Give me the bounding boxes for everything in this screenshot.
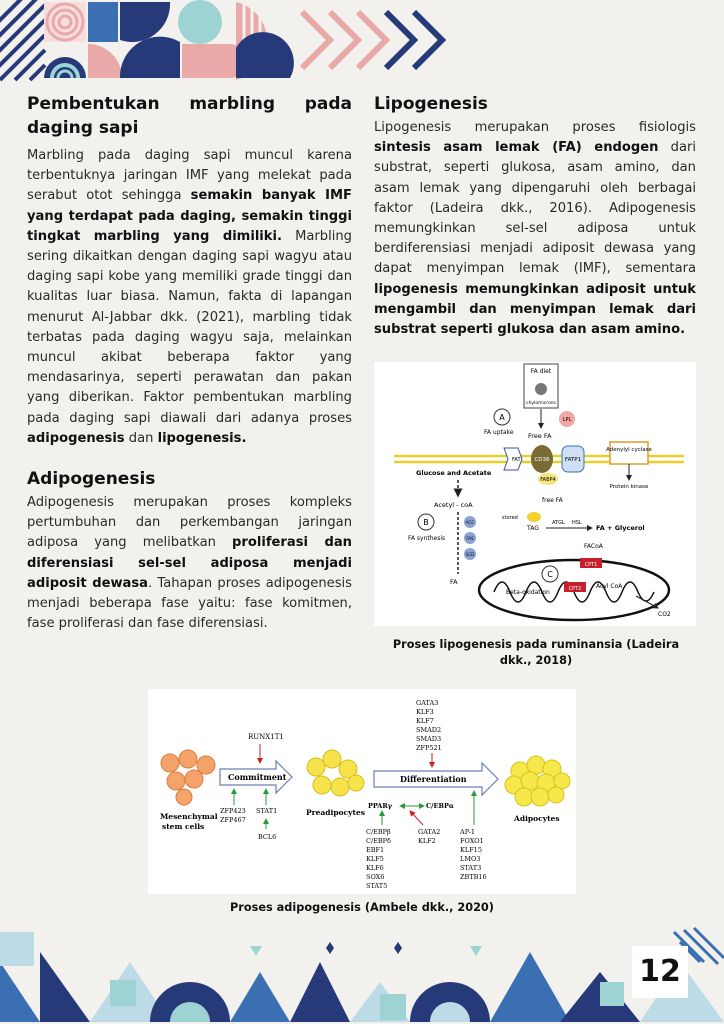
label-preadipocytes: Preadipocytes [306, 808, 365, 817]
triangle-decor [0, 928, 724, 1022]
right-column [374, 92, 696, 340]
left-column [27, 92, 352, 634]
label-acc: ACC [465, 520, 475, 525]
top-decoration [0, 0, 724, 82]
label-ppar: PPARγ [368, 802, 393, 810]
label-b: B [423, 518, 429, 527]
adipogenesis-caption: Proses adipogenesis (Ambele dkk., 2020) [230, 901, 494, 914]
blue-block [88, 2, 118, 42]
label-acyl-coa: Acyl CoA [596, 583, 623, 590]
label-free-fa-mid: free FA [542, 497, 563, 504]
label-beta-oxidation: Beta-oxidation [506, 589, 550, 596]
label-scd: SCD [465, 552, 475, 557]
svg-text:ZBTB16: ZBTB16 [460, 873, 487, 881]
pink-quarter [88, 44, 122, 78]
label-fa-uptake: FA uptake [484, 429, 514, 436]
svg-text:EBF1: EBF1 [366, 846, 385, 854]
adipogenesis-diagram [148, 689, 576, 894]
concentric-circle-decor [44, 2, 86, 42]
label-cpt2: CPT2 [568, 586, 582, 592]
label-fatp1: FATP1 [564, 457, 582, 463]
lipogenesis-paragraph: Lipogenesis merupakan proses fisiologis sintesis asam lemak (FA) endogen dari substrat, seperti glukosa, asam amino, dan asam lemak yang dipengaruhi oleh berbagai faktor (Ladeira dkk., 2016). Adipogenesis memungkinkan sel-sel adiposa untuk berdiferensiasi menjadi adiposit dewasa yang dapat menyimpan lemak (IMF), sementara lipogenesis memungkinkan adiposit untuk mengambil dan menyimpan lemak dari substrat seperti glukosa dan asam amino. [374, 120, 696, 338]
label-glucose-acetate: Glucose and Acetate [416, 469, 492, 477]
label-fa-bottom: FA [450, 578, 458, 586]
striped-arch-decor [236, 0, 294, 80]
label-fat: FAT [512, 457, 521, 463]
label-protein-kinase: Protein kinase [609, 484, 649, 490]
label-a: A [499, 413, 505, 422]
svg-text:KLF7: KLF7 [416, 717, 434, 725]
label-facoa: FACoA [584, 543, 603, 550]
label-hsl: HSL [572, 520, 582, 526]
label-stem-cells: stem cells [162, 822, 205, 831]
label-fa-diet: FA diet [530, 368, 552, 375]
marbling-paragraph: Marbling pada daging sapi muncul karena terbentuknya jaringan IMF yang melekat pada serabut otot sehingga semakin banyak IMF yang terdapat pada daging, semakin tinggi tingkat marbling yang dimiliki. Marbling sering dikaitkan dengan daging sapi wagyu atau daging sapi kobe yang memiliki grade tinggi dan kualitas luar biasa. Namun, fakta di lapangan menurut Al-Jabbar dkk. (2021), marbling tidak terbatas pada daging wagyu saja, melainkan muncul akibat beberapa faktor yang mendasarinya, seperti perawatan dan pakan yang diberikan. Faktor pembentukan marbling pada daging sapi diawali dari adanya proses adipogenesis dan lipogenesis. [27, 148, 352, 446]
svg-text:ZFP521: ZFP521 [416, 744, 442, 752]
adipogenesis-figure [148, 689, 576, 894]
adipogenesis-paragraph: Adipogenesis merupakan proses kompleks pertumbuhan dan perkembangan jaringan adiposa yang melibatkan proliferasi dan diferensiasi sel-sel adiposa menjadi adiposit dewasa. Tahapan proses adipogenesis menjadi beberapa fase yaitu: fase komitmen, fase proliferasi dan fase diferensiasi. [27, 495, 352, 632]
label-zfp423: ZFP423 [220, 807, 246, 815]
bottom-decoration [0, 922, 724, 1024]
lipogenesis-diagram [374, 362, 696, 626]
label-cpt1: CPT1 [584, 562, 598, 568]
svg-text:C/EBPδ: C/EBPδ [366, 837, 391, 845]
label-klf2: KLF2 [418, 837, 436, 845]
svg-text:SMAD3: SMAD3 [416, 735, 442, 743]
label-lpl: LPL [562, 417, 572, 423]
label-runx: RUNX1T1 [248, 733, 284, 741]
label-gata2: GATA2 [418, 828, 441, 836]
adipocyte-cluster [505, 756, 570, 806]
label-fabp4: FABP4 [540, 477, 556, 483]
label-zfp467: ZFP467 [220, 816, 246, 824]
svg-text:FOXO1: FOXO1 [460, 837, 484, 845]
label-commitment: Commitment [228, 772, 287, 782]
svg-text:KLF3: KLF3 [416, 708, 434, 716]
teal-circle [178, 0, 222, 44]
svg-text:SOX6: SOX6 [366, 873, 385, 881]
label-atgl: ATGL [552, 520, 565, 526]
label-c: C [547, 570, 553, 579]
navy-shape-1 [120, 2, 170, 42]
page-number: 12 [632, 946, 688, 998]
svg-text:GATA3: GATA3 [416, 699, 439, 707]
label-fa-glycerol: FA + Glycerol [596, 524, 645, 532]
label-adipocytes: Adipocytes [514, 814, 560, 823]
section-title-lipogenesis: Lipogenesis [374, 94, 488, 114]
svg-text:C/EBPβ: C/EBPβ [366, 828, 391, 836]
lipogenesis-caption: Proses lipogenesis pada ruminansia (Ladeira dkk., 2018) [392, 638, 680, 667]
chevron-decor [302, 12, 442, 68]
bottom-left-factors [366, 828, 391, 890]
label-mesenchymal: Mesenchymal [160, 812, 218, 821]
stripe-pattern [0, 0, 45, 80]
label-tag: TAG [527, 525, 539, 532]
lipogenesis-figure [374, 362, 696, 626]
right-factors [459, 828, 487, 881]
svg-text:KLF15: KLF15 [460, 846, 482, 854]
label-chylomicrons: chylomicrons [526, 401, 556, 406]
label-adenylyl: Adenylyl cyclase [606, 447, 652, 453]
svg-text:SMAD2: SMAD2 [416, 726, 442, 734]
preadipocyte-cells [307, 750, 364, 796]
svg-text:LMO3: LMO3 [460, 855, 481, 863]
svg-text:KLF5: KLF5 [366, 855, 384, 863]
label-cd36: CD36 [534, 457, 550, 463]
label-bcl6: BCL6 [258, 833, 277, 841]
label-fas: FAS [466, 536, 474, 541]
section-title-marbling: Pembentukan marbling pada daging sapi [27, 94, 352, 138]
label-stored: stored [502, 515, 518, 521]
label-free-fa-top: Free FA [528, 432, 552, 440]
svg-text:KLF6: KLF6 [366, 864, 384, 872]
label-fa-synthesis: FA synthesis [408, 535, 446, 542]
svg-text:STAT3: STAT3 [460, 864, 482, 872]
label-co2: CO2 [658, 611, 671, 618]
svg-text:STAT5: STAT5 [366, 882, 388, 890]
label-acetyl-coa: Acetyl - coA [434, 501, 473, 509]
label-differentiation: Differentiation [400, 774, 467, 784]
label-stat1: STAT1 [256, 807, 278, 815]
top-factors [416, 699, 442, 752]
svg-text:AP-1: AP-1 [460, 828, 476, 836]
stem-cells [161, 750, 215, 805]
label-cebpa: C/EBPα [426, 802, 454, 810]
navy-shape-2 [120, 37, 180, 78]
half-circle-decor [44, 57, 86, 78]
section-title-adipogenesis: Adipogenesis [27, 469, 156, 490]
